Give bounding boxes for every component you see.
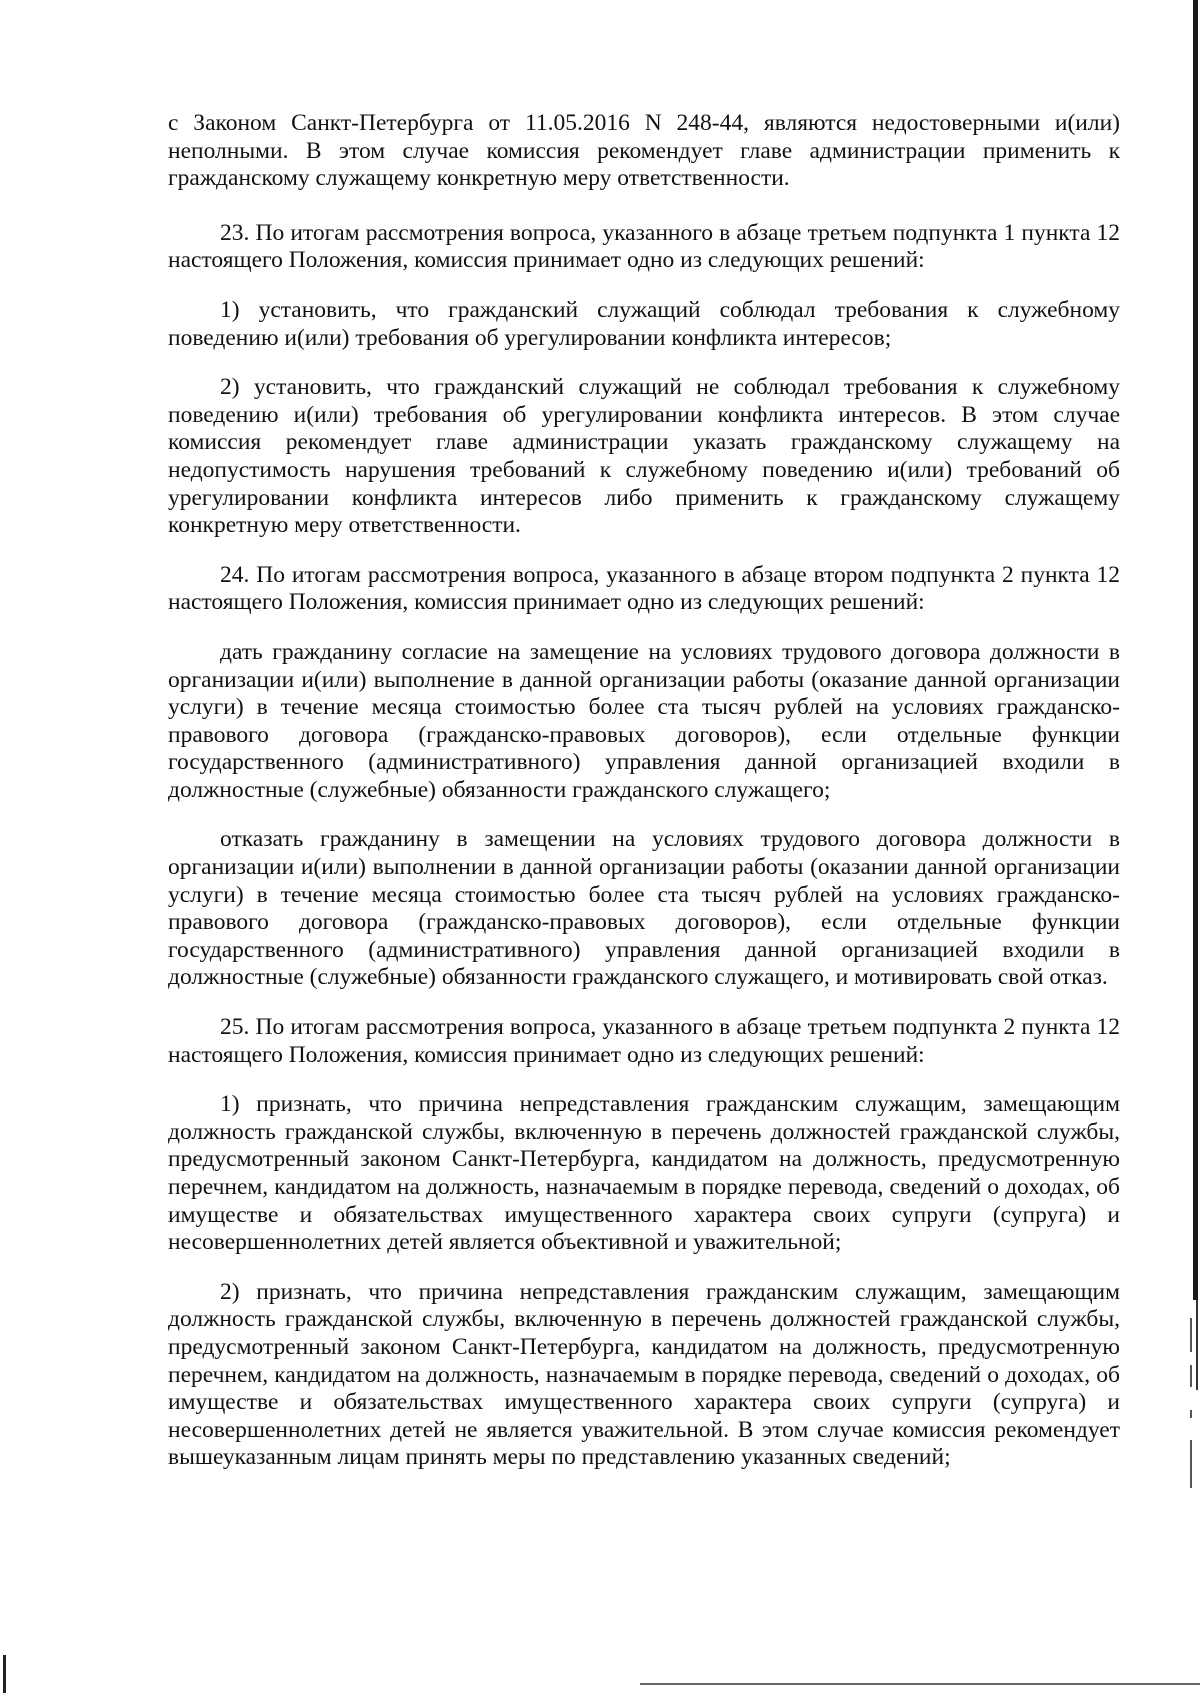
paragraph-25-option-1: 1) признать, что причина непредставления гражданским служащим, замещающим должность гражданской службы, включенную в перечень должностей гражданской службы, предусмотренный законом Санкт-Петербурга, кандидатом на должность, предусмотренную перечнем, кандидатом на должность, назначаемым в порядке перевода, сведений о доходах, об имуществе и обязательствах имущественного характера своих супруги (супруга) и несовершеннолетних детей является объективной и уважительной; (168, 1091, 1120, 1256)
paragraph-continuation: с Законом Санкт-Петербурга от 11.05.2016 N 248-44, являются недостоверными и(или) неполными. В этом случае комиссия рекомендует главе администрации применить к гражданскому служащему конкретную меру ответственности. (168, 110, 1121, 192)
paragraph-23-option-2: 2) установить, что гражданский служащий не соблюдал требования к служебному поведению и(или) требования об урегулировании конфликта интересов. В этом случае комиссия рекомендует главе администрации указать гражданскому служащему на недопустимость нарушения требований к служебному поведению и(или) требований об урегулировании конфликта интересов либо применить к гражданскому служащему конкретную меру ответственности. (168, 374, 1120, 539)
scan-mark (1190, 1440, 1192, 1488)
scan-edge-right-thin (1196, 1300, 1198, 1390)
scan-mark (1190, 1410, 1192, 1418)
scan-mark (1190, 1318, 1192, 1352)
paragraph-item-23: 23. По итогам рассмотрения вопроса, указанного в абзаце третьем подпункта 1 пункта 12 настоящего Положения, комиссия принимает одно из следующих решений: (168, 219, 1120, 274)
paragraph-item-24: 24. По итогам рассмотрения вопроса, указанного в абзаце втором подпункта 2 пункта 12 настоящего Положения, комиссия принимает одно из следующих решений: (168, 561, 1120, 616)
scan-mark (1190, 1365, 1192, 1387)
paragraph-25-option-2: 2) признать, что причина непредставления гражданским служащим, замещающим должность гражданской службы, включенную в перечень должностей гражданской службы, предусмотренный законом Санкт-Петербурга, кандидатом на должность, предусмотренную перечнем, кандидатом на должность, назначаемым в порядке перевода, сведений о доходах, об имуществе и обязательствах имущественного характера своих супруги (супруга) и несовершеннолетних детей не является уважительной. В этом случае комиссия рекомендует вышеуказанным лицам принять меры по представлению указанных сведений; (168, 1278, 1120, 1471)
document-body (168, 110, 1120, 1494)
paragraph-item-25: 25. По итогам рассмотрения вопроса, указанного в абзаце третьем подпункта 2 пункта 12 настоящего Положения, комиссия принимает одно из следующих решений: (168, 1014, 1120, 1068)
paragraph-23-option-1: 1) установить, что гражданский служащий соблюдал требования к служебному поведению и(или) требования об урегулировании конфликта интересов; (168, 296, 1120, 351)
paragraph-24-option-refuse: отказать гражданину в замещении на условиях трудового договора должности в организации и(или) выполнении в данной организации работы (оказании данной организации услуги) в течение месяца стоимостью более ста тысяч рублей на условиях гражданско-правового договора (гражданско-правовых договоров), если отдельные функции государственного (административного) управления данной организацией входили в должностные (служебные) обязанности гражданского служащего, и мотивировать свой отказ. (168, 826, 1120, 991)
scan-bottom-left-mark (3, 1655, 6, 1693)
paragraph-24-option-consent: дать гражданину согласие на замещение на условиях трудового договора должности в организации и(или) выполнение в данной организации работы (оказание данной организации услуги) в течение месяца стоимостью более ста тысяч рублей на условиях гражданско-правового договора (гражданско-правовых договоров), если отдельные функции государственного (административного) управления данной организацией входили в должностные (служебные) обязанности гражданского служащего; (168, 638, 1120, 803)
scan-edge-right (1193, 0, 1198, 1300)
scan-bottom-line (640, 1683, 1200, 1685)
